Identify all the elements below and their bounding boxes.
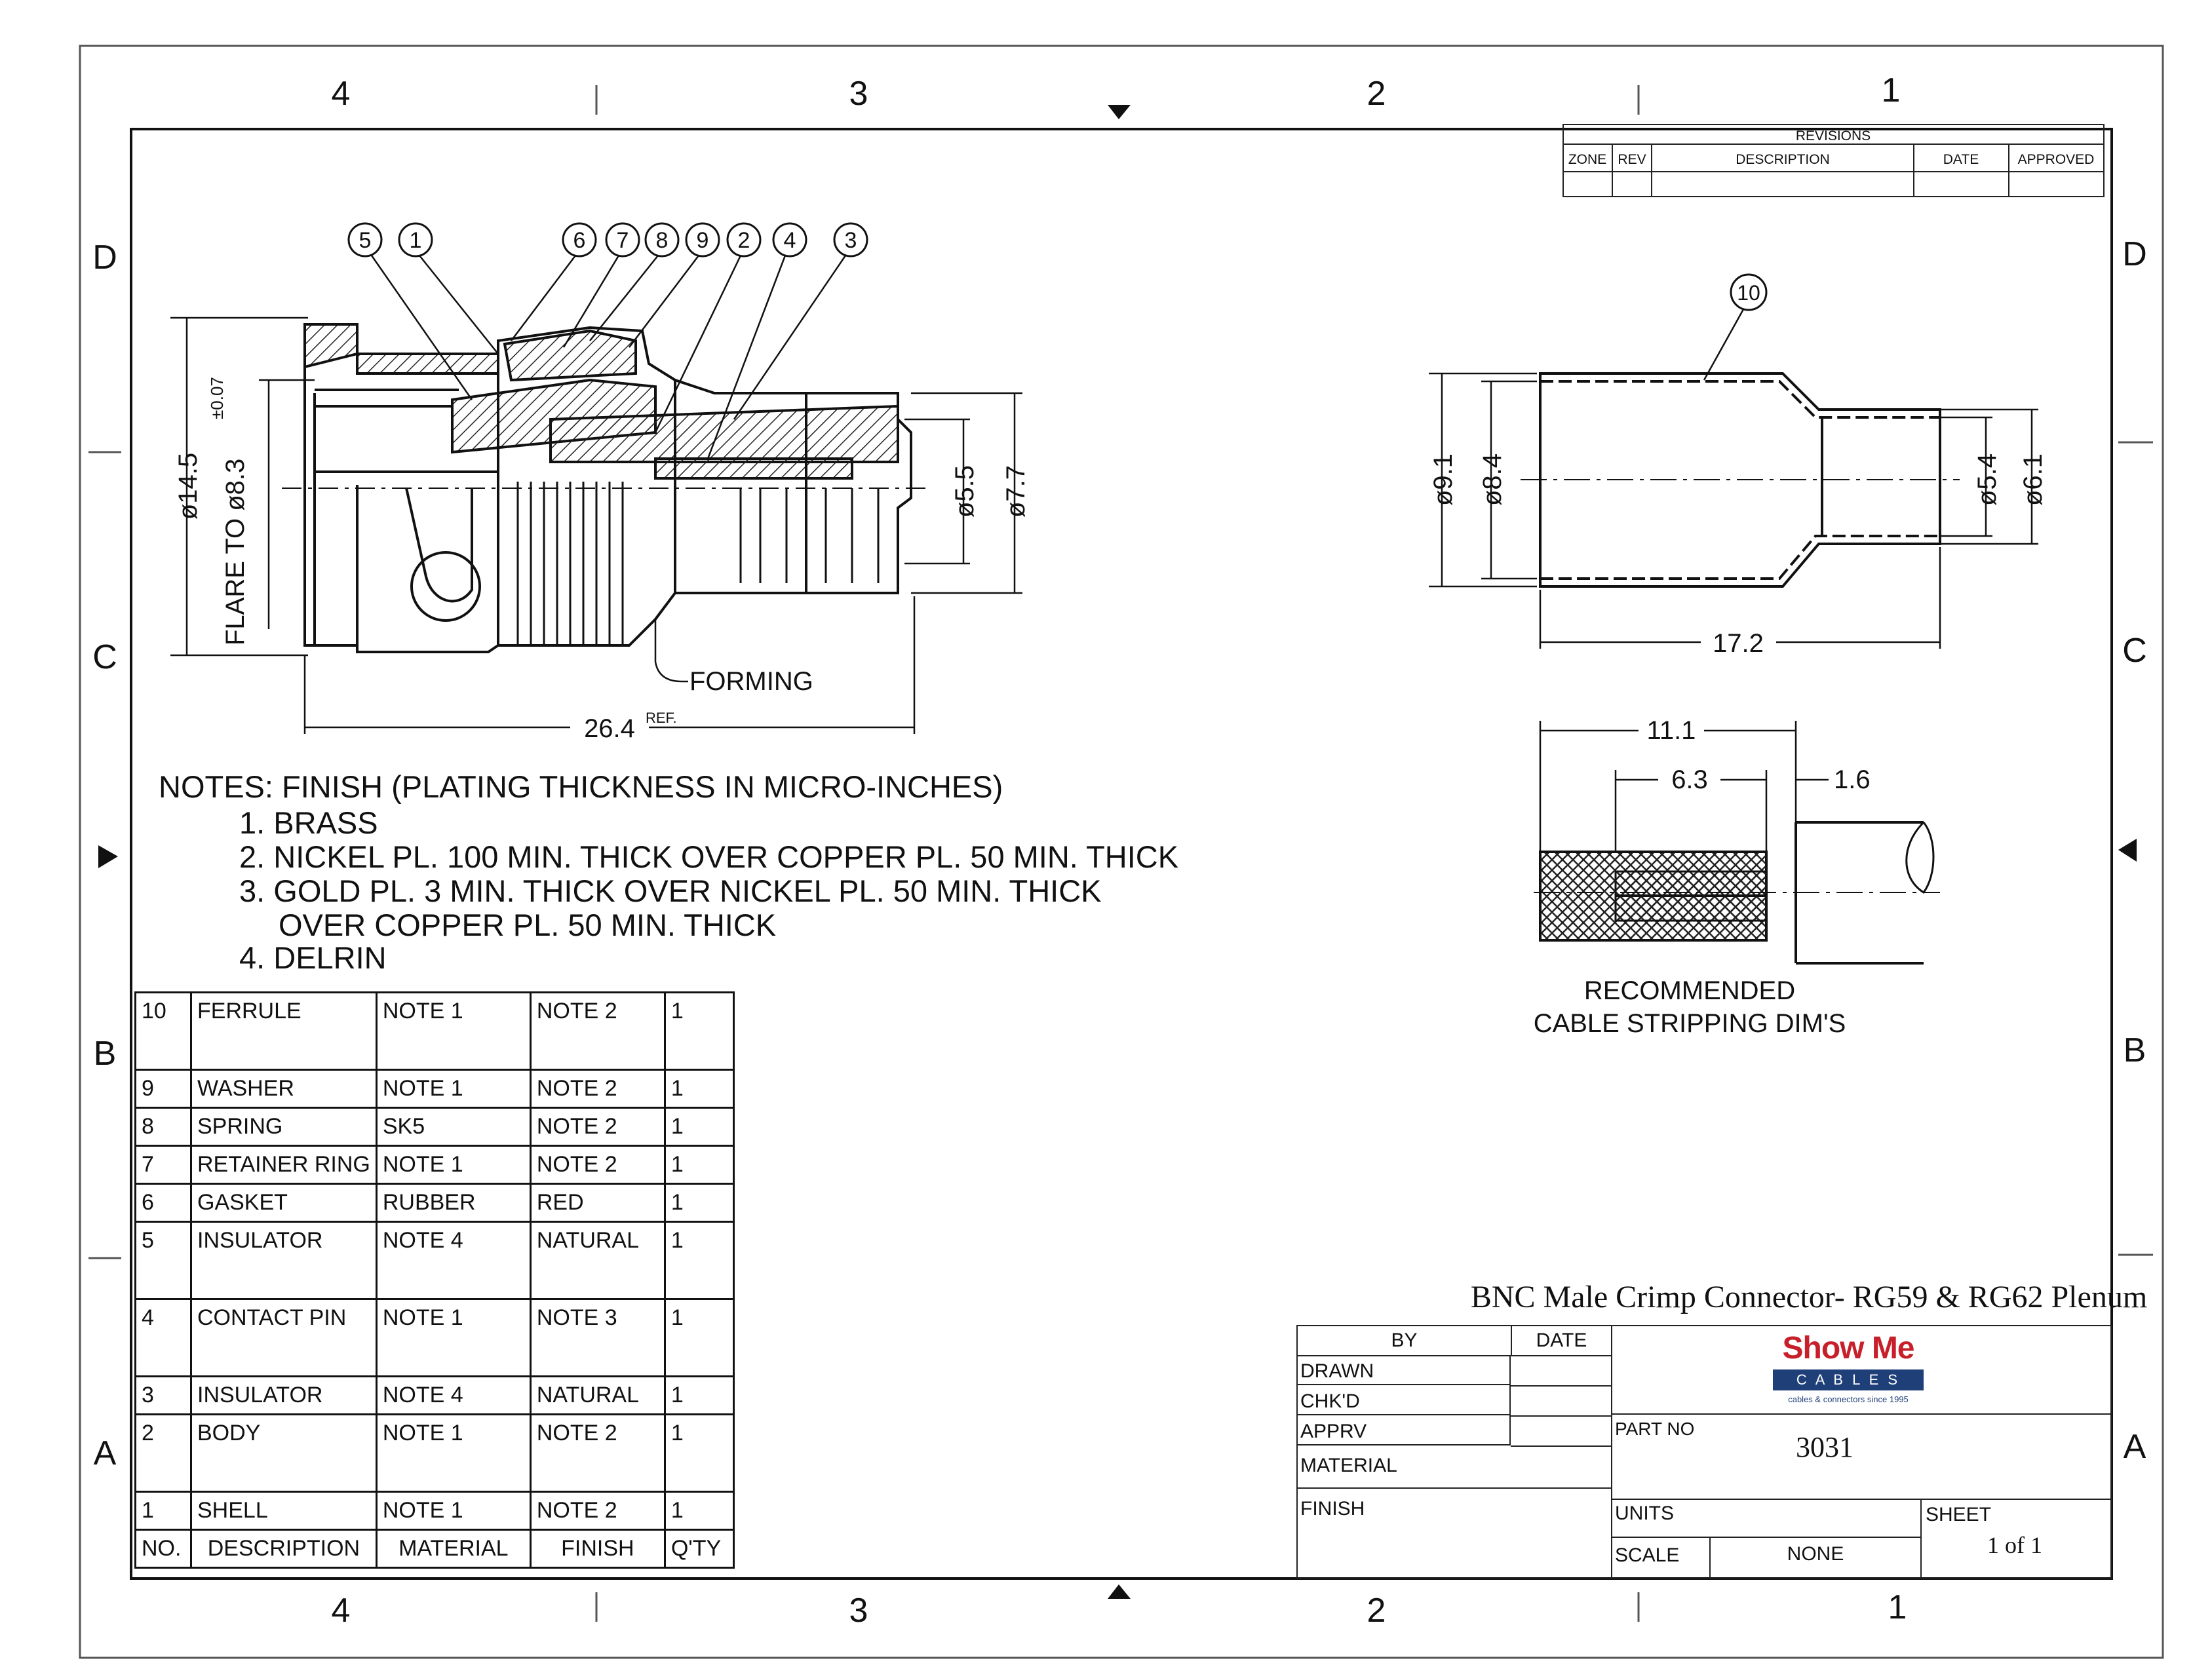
rev-col-zone: ZONE <box>1568 152 1607 167</box>
bom-material: NOTE 1 <box>376 1299 530 1377</box>
zone-row-right: D <box>2122 235 2147 273</box>
zone-row-left: A <box>93 1434 117 1472</box>
dim-6-3: 6.3 <box>1671 765 1708 794</box>
logo-wordmark <box>1773 1330 1924 1366</box>
zone-col-bottom: 4 <box>331 1592 351 1630</box>
revisions-title: REVISIONS <box>1795 128 1871 144</box>
center-arrow-right <box>2118 839 2137 862</box>
bom-header-finish: FINISH <box>530 1530 665 1568</box>
logo-tagline: cables & connectors since 1995 <box>1788 1394 1909 1404</box>
note-item: 4. DELRIN <box>239 940 387 975</box>
bom-qty: 1 <box>665 1184 733 1222</box>
dim-26-4: 26.4 <box>584 714 635 743</box>
table-row <box>136 1108 734 1146</box>
center-arrow-bottom <box>1108 1584 1131 1599</box>
table-row <box>136 1492 734 1530</box>
center-arrow-top <box>1108 105 1131 119</box>
table-row <box>136 1377 734 1415</box>
balloon-label: 3 <box>844 228 857 253</box>
bom-material: NOTE 1 <box>376 1492 530 1530</box>
bom-desc: RETAINER RING <box>191 1146 377 1184</box>
logo-cables-bar: C A B L E S <box>1773 1369 1924 1390</box>
part-no-cell <box>1612 1415 2112 1500</box>
note-item: 3. GOLD PL. 3 MIN. THICK OVER NICKEL PL. 50 MIN. THICK <box>239 873 1102 908</box>
bom-header-description: DESCRIPTION <box>191 1530 377 1568</box>
balloon-label: 2 <box>737 228 750 253</box>
zone-col-top: 4 <box>331 75 351 113</box>
bom-finish: RED <box>530 1184 665 1222</box>
company-logo <box>1612 1326 2112 1415</box>
bom-header-row <box>136 1530 734 1568</box>
table-row <box>136 1146 734 1184</box>
bom-material: SK5 <box>376 1108 530 1146</box>
dim-d6-1: ø6.1 <box>2019 453 2047 507</box>
tb-part-no-label: PART NO <box>1615 1419 1695 1439</box>
zone-row-right: C <box>2122 632 2147 670</box>
dim-flare: FLARE TO ø8.3 <box>221 458 250 645</box>
dim-11-1: 11.1 <box>1646 716 1696 745</box>
dim-1-6: 1.6 <box>1834 765 1871 794</box>
logo-text: Show Me <box>1782 1331 1914 1366</box>
dim-d8-4: ø8.4 <box>1478 453 1507 507</box>
dim-17-2: 17.2 <box>1713 629 1764 658</box>
table-row <box>136 1415 734 1492</box>
bom-qty: 1 <box>665 1415 733 1492</box>
tb-material-label: MATERIAL <box>1298 1445 1612 1489</box>
bom-no: 9 <box>136 1070 191 1108</box>
bom-desc: BODY <box>191 1415 377 1492</box>
ferrule-drawing <box>1521 373 1960 586</box>
bom-finish: NOTE 2 <box>530 1146 665 1184</box>
table-row <box>136 1184 734 1222</box>
note-item: 2. NICKEL PL. 100 MIN. THICK OVER COPPER PL. 50 MIN. THICK <box>239 839 1179 874</box>
zone-row-left: C <box>92 638 117 676</box>
note-item: 1. BRASS <box>239 805 378 840</box>
table-row <box>136 1222 734 1299</box>
bom-desc: SHELL <box>191 1492 377 1530</box>
cable-stripping-drawing <box>1534 721 1940 963</box>
zone-col-top: 2 <box>1367 75 1386 113</box>
title-block <box>1296 1325 2112 1579</box>
note-item: OVER COPPER PL. 50 MIN. THICK <box>279 908 777 942</box>
bom-no: 7 <box>136 1146 191 1184</box>
bom-material: NOTE 4 <box>376 1222 530 1299</box>
forming-label: FORMING <box>689 667 813 696</box>
tb-chkd-label: CHK'D <box>1298 1385 1511 1415</box>
zone-col-top: 1 <box>1881 71 1901 109</box>
dim-d5-4: ø5.4 <box>1973 453 2002 507</box>
bom-desc: SPRING <box>191 1108 377 1146</box>
bill-of-materials <box>134 991 735 1569</box>
dim-d7-7: ø7.7 <box>1001 465 1030 518</box>
zone-col-top: 3 <box>849 75 868 113</box>
zone-row-right: A <box>2123 1428 2146 1466</box>
balloon-label: 4 <box>783 228 796 253</box>
balloon-label: 10 <box>1737 281 1760 305</box>
bom-material: NOTE 1 <box>376 1146 530 1184</box>
bom-desc: CONTACT PIN <box>191 1299 377 1377</box>
balloon-label: 7 <box>616 228 629 253</box>
balloon-label: 9 <box>696 228 709 253</box>
bom-header-material: MATERIAL <box>376 1530 530 1568</box>
bom-desc: FERRULE <box>191 993 377 1070</box>
bom-no: 10 <box>136 993 191 1070</box>
zone-col-bottom: 3 <box>849 1592 868 1630</box>
tb-scale-value: NONE <box>1711 1538 1922 1579</box>
tb-finish-label: FINISH <box>1300 1498 1365 1520</box>
bom-finish: NOTE 2 <box>530 1108 665 1146</box>
notes-header: NOTES: FINISH (PLATING THICKNESS IN MICRO-INCHES) <box>159 769 1003 804</box>
bom-no: 2 <box>136 1415 191 1492</box>
bom-qty: 1 <box>665 1070 733 1108</box>
dim-flare-tolerance: ±0.07 <box>207 377 227 419</box>
balloon-label: 1 <box>409 228 422 253</box>
drawing-title: BNC Male Crimp Connector- RG59 & RG62 Plenum <box>1470 1280 2148 1314</box>
ferrule-dimension-lines <box>1429 373 2038 649</box>
tb-sheet-label: SHEET <box>1926 1504 1992 1525</box>
bom-material: RUBBER <box>376 1184 530 1222</box>
bom-no: 4 <box>136 1299 191 1377</box>
bom-material: NOTE 1 <box>376 993 530 1070</box>
connector-drawing <box>282 324 931 652</box>
tb-chkd-date <box>1511 1385 1612 1417</box>
tb-apprv-label: APPRV <box>1298 1415 1511 1445</box>
tb-apprv-date <box>1511 1415 1612 1447</box>
bom-no: 8 <box>136 1108 191 1146</box>
rev-col-rev: REV <box>1618 152 1646 167</box>
bom-desc: GASKET <box>191 1184 377 1222</box>
bom-qty: 1 <box>665 1299 733 1377</box>
balloon-label: 8 <box>655 228 669 253</box>
table-row <box>136 993 734 1070</box>
bom-desc: WASHER <box>191 1070 377 1108</box>
zone-col-bottom: 2 <box>1367 1592 1386 1630</box>
bom-desc: INSULATOR <box>191 1377 377 1415</box>
bom-finish: NOTE 2 <box>530 1492 665 1530</box>
dim-d14-5: ø14.5 <box>174 452 203 520</box>
rev-col-date: DATE <box>1943 152 1979 167</box>
bom-material: NOTE 1 <box>376 1415 530 1492</box>
bom-finish: NATURAL <box>530 1377 665 1415</box>
dim-d9-1: ø9.1 <box>1429 453 1458 507</box>
center-arrow-left <box>98 845 118 868</box>
zone-col-bottom: 1 <box>1888 1588 1907 1626</box>
bom-qty: 1 <box>665 993 733 1070</box>
bom-qty: 1 <box>665 1222 733 1299</box>
tb-part-no-value: 3031 <box>1796 1431 1853 1463</box>
bom-qty: 1 <box>665 1377 733 1415</box>
stripping-caption-line2: CABLE STRIPPING DIM'S <box>1533 1009 1846 1038</box>
bom-desc: INSULATOR <box>191 1222 377 1299</box>
bom-no: 1 <box>136 1492 191 1530</box>
bom-material: NOTE 4 <box>376 1377 530 1415</box>
bom-finish: NOTE 2 <box>530 1070 665 1108</box>
bom-qty: 1 <box>665 1492 733 1530</box>
balloon-label: 5 <box>359 228 372 253</box>
zone-row-left: B <box>93 1035 117 1073</box>
bom-qty: 1 <box>665 1146 733 1184</box>
tb-sheet-value: 1 of 1 <box>1987 1532 2042 1558</box>
bom-material: NOTE 1 <box>376 1070 530 1108</box>
dim-ref: REF. <box>646 710 677 726</box>
bom-finish: NOTE 3 <box>530 1299 665 1377</box>
rev-col-description: DESCRIPTION <box>1736 152 1830 167</box>
tb-by-label: BY <box>1298 1326 1512 1356</box>
zone-row-left: D <box>92 239 117 277</box>
tb-drawn-date <box>1511 1355 1612 1387</box>
tb-drawn-label: DRAWN <box>1298 1355 1511 1385</box>
bom-no: 6 <box>136 1184 191 1222</box>
rev-col-approved: APPROVED <box>2017 152 2095 167</box>
bom-no: 5 <box>136 1222 191 1299</box>
bom-finish: NATURAL <box>530 1222 665 1299</box>
sheet-cell <box>1922 1500 2112 1579</box>
bom-finish: NOTE 2 <box>530 993 665 1070</box>
tb-units-label: UNITS <box>1612 1500 1922 1538</box>
balloon-label: 6 <box>573 228 586 253</box>
bom-finish: NOTE 2 <box>530 1415 665 1492</box>
tb-scale-label: SCALE <box>1612 1538 1711 1579</box>
revisions-block <box>1563 124 2104 197</box>
stripping-caption-line1: RECOMMENDED <box>1583 976 1796 1005</box>
bom-header-qty: Q'TY <box>665 1530 733 1568</box>
table-row <box>136 1070 734 1108</box>
dim-d5-5: ø5.5 <box>950 465 979 518</box>
zone-row-right: B <box>2123 1031 2146 1069</box>
table-row <box>136 1299 734 1377</box>
bom-no: 3 <box>136 1377 191 1415</box>
bom-qty: 1 <box>665 1108 733 1146</box>
bom-header-no: NO. <box>136 1530 191 1568</box>
tb-date-label: DATE <box>1511 1326 1612 1356</box>
